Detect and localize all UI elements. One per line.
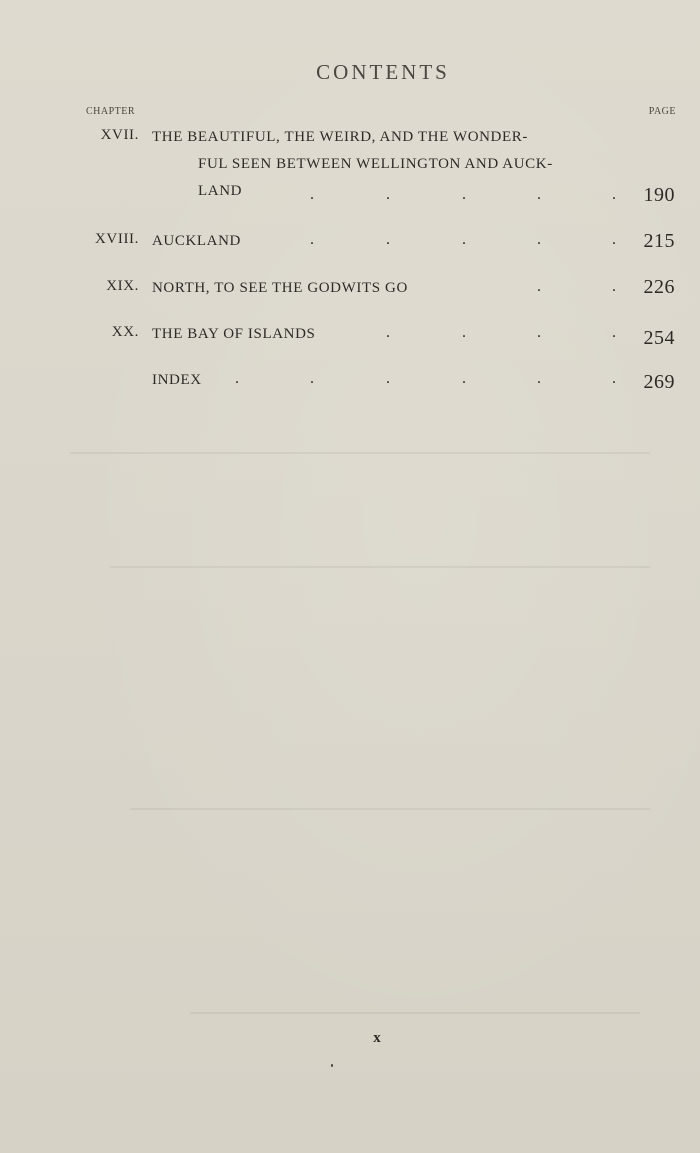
leader-dot: . [537, 186, 541, 203]
leader-dot: . [537, 324, 541, 341]
leader-dot: . [612, 186, 616, 203]
chapter-title-line: INDEX [152, 372, 202, 388]
page-number: 226 [643, 276, 675, 298]
leader-dot: . [462, 231, 466, 248]
page-number: 215 [643, 230, 675, 252]
leader-dot: . [612, 324, 616, 341]
show-through-line [110, 566, 650, 568]
leader-dot: . [310, 231, 314, 248]
chapter-title-line: THE BEAUTIFUL, THE WEIRD, AND THE WONDER- [152, 129, 528, 145]
chapter-title-line: FUL SEEN BETWEEN WELLINGTON AND AUCK- [198, 156, 553, 172]
leader-dot: . [310, 370, 314, 387]
leader-dot: . [386, 370, 390, 387]
page-folio: x [373, 1030, 381, 1046]
leader-dot: . [537, 278, 541, 295]
chapter-title [152, 275, 622, 302]
leader-dot: . [462, 186, 466, 203]
chapter-column-heading: CHAPTER [86, 106, 136, 117]
leader-dot: . [386, 231, 390, 248]
leader-dot: . [386, 324, 390, 341]
page-column-heading: PAGE [648, 106, 676, 117]
leader-dot: . [612, 278, 616, 295]
leader-dot: . [537, 370, 541, 387]
chapter-number: XX. [111, 324, 139, 340]
show-through-line [130, 808, 650, 810]
leader-dot: . [235, 370, 239, 387]
page-number: 190 [643, 184, 675, 206]
page-number: 269 [643, 371, 675, 393]
ink-speck [331, 1064, 333, 1067]
leader-dot: . [462, 324, 466, 341]
leader-dot: . [612, 370, 616, 387]
leader-dot: . [386, 186, 390, 203]
show-through-line [190, 1012, 640, 1014]
chapter-title-line: LAND [198, 183, 243, 199]
chapter-number: XVIII. [94, 231, 139, 247]
show-through-line [70, 452, 650, 454]
chapter-title-line: NORTH, TO SEE THE GODWITS GO [152, 280, 408, 296]
leader-dot: . [462, 370, 466, 387]
contents-title: CONTENTS [316, 60, 450, 84]
leader-dot: . [612, 231, 616, 248]
chapter-number: XVII. [100, 127, 139, 143]
leader-dot: . [537, 231, 541, 248]
chapter-title-line: THE BAY OF ISLANDS [152, 326, 316, 342]
chapter-number: XIX. [106, 278, 139, 294]
leader-dot: . [310, 186, 314, 203]
chapter-title-line: AUCKLAND [152, 233, 241, 249]
page-number: 254 [643, 327, 675, 349]
